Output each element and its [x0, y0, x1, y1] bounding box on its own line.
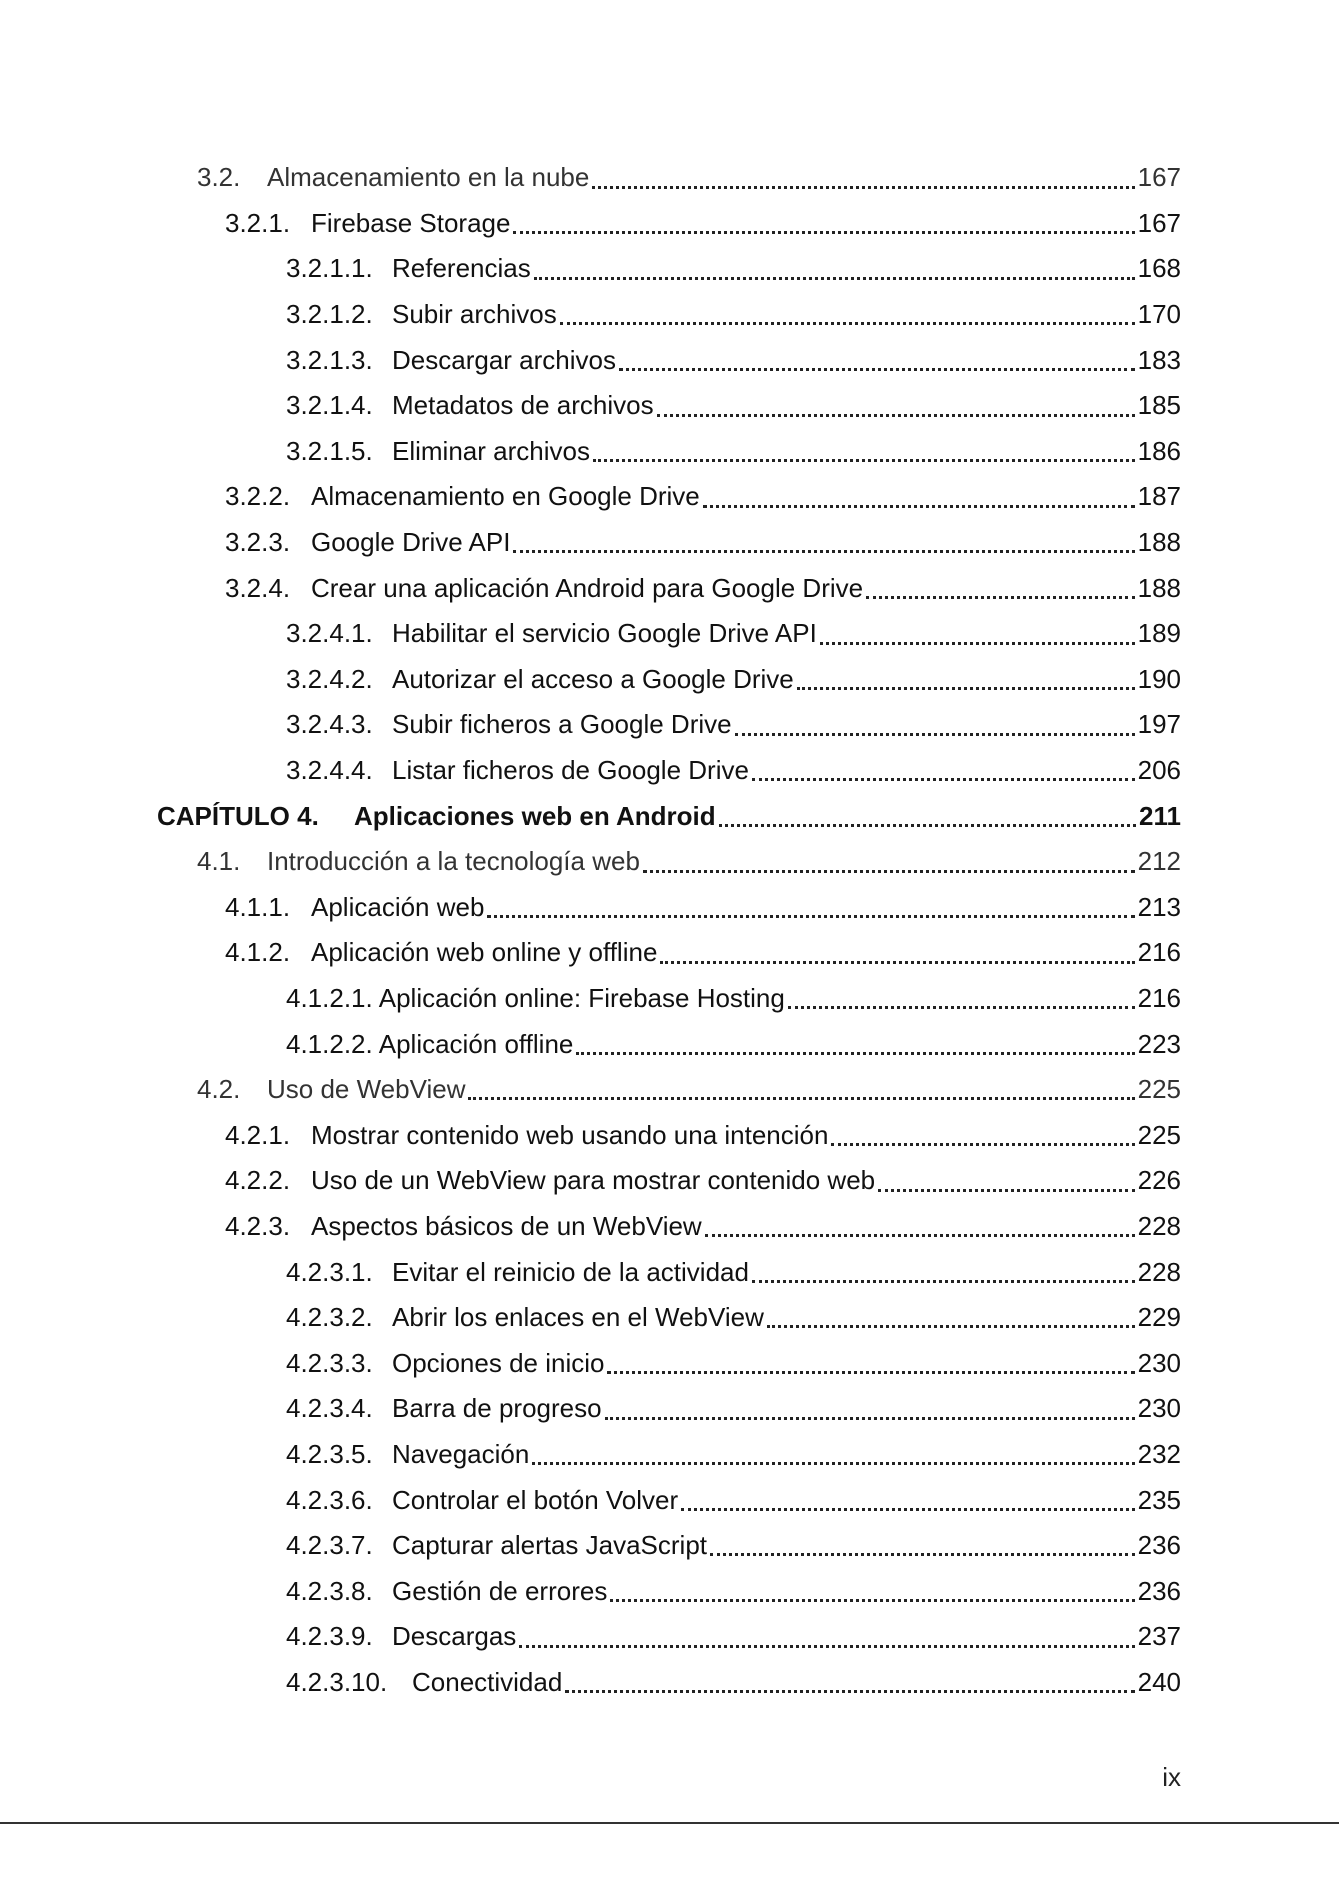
toc-entry-number: 4.2.3.6. — [286, 1484, 373, 1515]
toc-entry-title: Descargar archivos — [392, 344, 616, 375]
dot-leader — [513, 231, 1134, 234]
toc-entry-title: Subir ficheros a Google Drive — [392, 709, 732, 740]
toc-entry-title: Navegación — [392, 1438, 530, 1469]
toc-entry-title: Aplicación online: Firebase Hosting — [378, 982, 785, 1013]
toc-entry-page: 230 — [1137, 1347, 1181, 1378]
toc-entry[interactable] — [0, 611, 1339, 657]
page-number: ix — [1162, 1762, 1181, 1792]
toc-entry[interactable] — [0, 1249, 1339, 1295]
toc-entry-page: 240 — [1137, 1666, 1181, 1697]
dot-leader — [719, 824, 1136, 827]
toc-entry-number: 4.2.3.4. — [286, 1393, 373, 1424]
toc-entry-number: 3.2.4.3. — [286, 709, 373, 740]
toc-entry[interactable] — [0, 1021, 1339, 1067]
dot-leader — [592, 186, 1134, 189]
table-of-contents — [0, 155, 1339, 1705]
toc-entry-page: 213 — [1137, 891, 1181, 922]
footer-rule — [0, 1822, 1339, 1824]
toc-entry-title: Aspectos básicos de un WebView — [311, 1210, 702, 1241]
toc-entry-page: 170 — [1137, 299, 1181, 330]
dot-leader — [820, 642, 1135, 645]
toc-entry-number: 3.2.1. — [225, 207, 291, 238]
toc-entry-title: Mostrar contenido web usando una intención — [311, 1119, 829, 1150]
toc-entry-title: Autorizar el acceso a Google Drive — [392, 663, 794, 694]
toc-entry-number: 4.1.2. — [225, 937, 291, 968]
dot-leader — [468, 1097, 1134, 1100]
dot-leader — [593, 459, 1135, 462]
dot-leader — [657, 414, 1135, 417]
dot-leader — [866, 596, 1135, 599]
toc-entry-page: 236 — [1137, 1575, 1181, 1606]
toc-entry-title: Eliminar archivos — [392, 435, 590, 466]
toc-entry-number: 3.2.4. — [225, 572, 291, 603]
toc-entry-page: 223 — [1137, 1028, 1181, 1059]
toc-entry-number: CAPÍTULO 4. — [157, 800, 319, 831]
toc-entry-number: 4.2.1. — [225, 1119, 291, 1150]
toc-entry-page: 212 — [1137, 846, 1181, 877]
toc-entry-page: 211 — [1139, 800, 1181, 831]
toc-entry-page: 216 — [1137, 937, 1181, 968]
toc-entry[interactable] — [0, 155, 1339, 201]
toc-entry-title: Opciones de inicio — [392, 1347, 605, 1378]
toc-entry[interactable] — [0, 474, 1339, 520]
toc-entry[interactable] — [0, 793, 1339, 839]
toc-entry-number: 4.2.3.2. — [286, 1302, 373, 1333]
toc-entry[interactable] — [0, 1386, 1339, 1432]
toc-entry-number: 3.2.4.2. — [286, 663, 373, 694]
dot-leader — [703, 505, 1135, 508]
toc-entry[interactable] — [0, 748, 1339, 794]
toc-entry-number: 4.2.3.1. — [286, 1256, 373, 1287]
dot-leader — [681, 1508, 1134, 1511]
toc-entry[interactable] — [0, 1295, 1339, 1341]
dot-leader — [560, 322, 1135, 325]
toc-entry-page: 168 — [1137, 253, 1181, 284]
toc-entry-page: 190 — [1137, 663, 1181, 694]
toc-entry-page: 229 — [1137, 1302, 1181, 1333]
toc-entry[interactable] — [0, 839, 1339, 885]
dot-leader — [607, 1371, 1134, 1374]
toc-entry[interactable] — [0, 657, 1339, 703]
dot-leader — [565, 1690, 1134, 1693]
toc-entry-title: Firebase Storage — [311, 207, 511, 238]
toc-entry[interactable] — [0, 520, 1339, 566]
toc-entry-number: 4.2.3.8. — [286, 1575, 373, 1606]
toc-entry-number: 4.2.3.9. — [286, 1621, 373, 1652]
toc-entry-page: 232 — [1137, 1438, 1181, 1469]
toc-entry-page: 206 — [1137, 755, 1181, 786]
toc-entry-title: Referencias — [392, 253, 531, 284]
toc-entry[interactable] — [0, 337, 1339, 383]
toc-entry-number: 3.2.3. — [225, 527, 291, 558]
toc-entry[interactable] — [0, 1340, 1339, 1386]
toc-entry-title: Aplicación web — [311, 891, 485, 922]
toc-entry-number: 3.2.4.4. — [286, 755, 373, 786]
toc-entry-page: 236 — [1137, 1530, 1181, 1561]
toc-entry[interactable] — [0, 885, 1339, 931]
dot-leader — [767, 1325, 1135, 1328]
toc-entry-page: 189 — [1137, 618, 1181, 649]
toc-entry[interactable] — [0, 1432, 1339, 1478]
toc-entry-number: 4.1.2.1. — [286, 982, 373, 1013]
toc-entry-page: 188 — [1137, 527, 1181, 558]
toc-entry[interactable] — [0, 1112, 1339, 1158]
toc-entry-number: 3.2. — [197, 162, 241, 193]
dot-leader — [660, 961, 1134, 964]
toc-entry-title: Evitar el reinicio de la actividad — [392, 1256, 749, 1287]
toc-entry-page: 188 — [1137, 572, 1181, 603]
toc-entry-page: 187 — [1137, 481, 1181, 512]
dot-leader — [576, 1052, 1134, 1055]
toc-entry[interactable] — [0, 1158, 1339, 1204]
toc-entry[interactable] — [0, 292, 1339, 338]
toc-entry-page: 225 — [1137, 1074, 1181, 1105]
toc-entry-number: 4.2.3.10. — [286, 1666, 388, 1697]
toc-entry-title: Introducción a la tecnología web — [267, 846, 640, 877]
toc-entry-number: 4.1. — [197, 846, 241, 877]
toc-entry-number: 4.2.3.3. — [286, 1347, 373, 1378]
toc-entry-page: 230 — [1137, 1393, 1181, 1424]
dot-leader — [605, 1417, 1135, 1420]
toc-entry[interactable] — [0, 1568, 1339, 1614]
toc-entry-page: 197 — [1137, 709, 1181, 740]
toc-entry-number: 3.2.1.5. — [286, 435, 373, 466]
dot-leader — [513, 550, 1134, 553]
toc-entry[interactable] — [0, 383, 1339, 429]
toc-entry-number: 4.1.1. — [225, 891, 291, 922]
dot-leader — [831, 1143, 1134, 1146]
toc-entry-title: Barra de progreso — [392, 1393, 602, 1424]
toc-entry[interactable] — [0, 246, 1339, 292]
dot-leader — [752, 778, 1135, 781]
toc-entry-page: 185 — [1137, 390, 1181, 421]
toc-entry-page: 228 — [1137, 1210, 1181, 1241]
toc-entry-page: 237 — [1137, 1621, 1181, 1652]
toc-entry-number: 3.2.1.4. — [286, 390, 373, 421]
toc-entry-title: Conectividad — [412, 1666, 563, 1697]
toc-entry-title: Aplicaciones web en Android — [354, 800, 716, 831]
dot-leader — [487, 915, 1134, 918]
toc-entry-title: Listar ficheros de Google Drive — [392, 755, 749, 786]
toc-entry-page: 183 — [1137, 344, 1181, 375]
toc-entry-page: 235 — [1137, 1484, 1181, 1515]
dot-leader — [519, 1645, 1134, 1648]
toc-entry-page: 225 — [1137, 1119, 1181, 1150]
toc-entry[interactable] — [0, 1614, 1339, 1660]
toc-entry-number: 4.2.3.5. — [286, 1438, 373, 1469]
toc-entry-title: Google Drive API — [311, 527, 511, 558]
toc-entry-number: 4.2. — [197, 1074, 241, 1105]
toc-entry-number: 4.1.2.2. — [286, 1028, 373, 1059]
toc-entry-title: Abrir los enlaces en el WebView — [392, 1302, 764, 1333]
toc-entry-page: 226 — [1137, 1165, 1181, 1196]
toc-entry-title: Aplicación offline — [378, 1028, 574, 1059]
toc-entry-title: Gestión de errores — [392, 1575, 608, 1606]
toc-entry-page: 186 — [1137, 435, 1181, 466]
dot-leader — [532, 1462, 1134, 1465]
toc-entry-page: 216 — [1137, 982, 1181, 1013]
toc-entry-number: 3.2.1.1. — [286, 253, 373, 284]
toc-entry-title: Uso de un WebView para mostrar contenido web — [311, 1165, 876, 1196]
toc-entry-title: Controlar el botón Volver — [392, 1484, 679, 1515]
dot-leader — [752, 1280, 1135, 1283]
toc-entry-page: 167 — [1137, 207, 1181, 238]
toc-entry-title: Metadatos de archivos — [392, 390, 654, 421]
dot-leader — [534, 277, 1135, 280]
toc-entry-page: 228 — [1137, 1256, 1181, 1287]
toc-entry[interactable] — [0, 1523, 1339, 1569]
toc-entry[interactable] — [0, 702, 1339, 748]
toc-entry[interactable] — [0, 1660, 1339, 1706]
toc-entry[interactable] — [0, 429, 1339, 475]
toc-entry[interactable] — [0, 1477, 1339, 1523]
dot-leader — [735, 733, 1135, 736]
toc-entry-title: Descargas — [392, 1621, 517, 1652]
dot-leader — [705, 1234, 1135, 1237]
toc-entry-title: Almacenamiento en la nube — [267, 162, 590, 193]
toc-entry-number: 3.2.2. — [225, 481, 291, 512]
dot-leader — [797, 687, 1135, 690]
toc-entry[interactable] — [0, 930, 1339, 976]
toc-entry[interactable] — [0, 976, 1339, 1022]
toc-entry-title: Subir archivos — [392, 299, 557, 330]
toc-entry-title: Aplicación web online y offline — [311, 937, 658, 968]
toc-entry-title: Capturar alertas JavaScript — [392, 1530, 708, 1561]
toc-entry-number: 3.2.1.3. — [286, 344, 373, 375]
toc-entry[interactable] — [0, 201, 1339, 247]
dot-leader — [610, 1599, 1134, 1602]
toc-entry-title: Habilitar el servicio Google Drive API — [392, 618, 817, 649]
toc-entry-number: 4.2.3. — [225, 1210, 291, 1241]
toc-entry-page: 167 — [1137, 162, 1181, 193]
toc-entry-title: Almacenamiento en Google Drive — [311, 481, 700, 512]
toc-entry-title: Uso de WebView — [267, 1074, 466, 1105]
toc-entry-number: 3.2.1.2. — [286, 299, 373, 330]
toc-entry-title: Crear una aplicación Android para Google Drive — [311, 572, 864, 603]
dot-leader — [619, 368, 1135, 371]
toc-entry[interactable] — [0, 565, 1339, 611]
toc-entry[interactable] — [0, 1067, 1339, 1113]
dot-leader — [710, 1553, 1135, 1556]
toc-entry[interactable] — [0, 1204, 1339, 1250]
dot-leader — [643, 870, 1135, 873]
toc-entry-number: 4.2.3.7. — [286, 1530, 373, 1561]
toc-entry-number: 3.2.4.1. — [286, 618, 373, 649]
toc-entry-number: 4.2.2. — [225, 1165, 291, 1196]
dot-leader — [788, 1006, 1135, 1009]
dot-leader — [878, 1189, 1134, 1192]
